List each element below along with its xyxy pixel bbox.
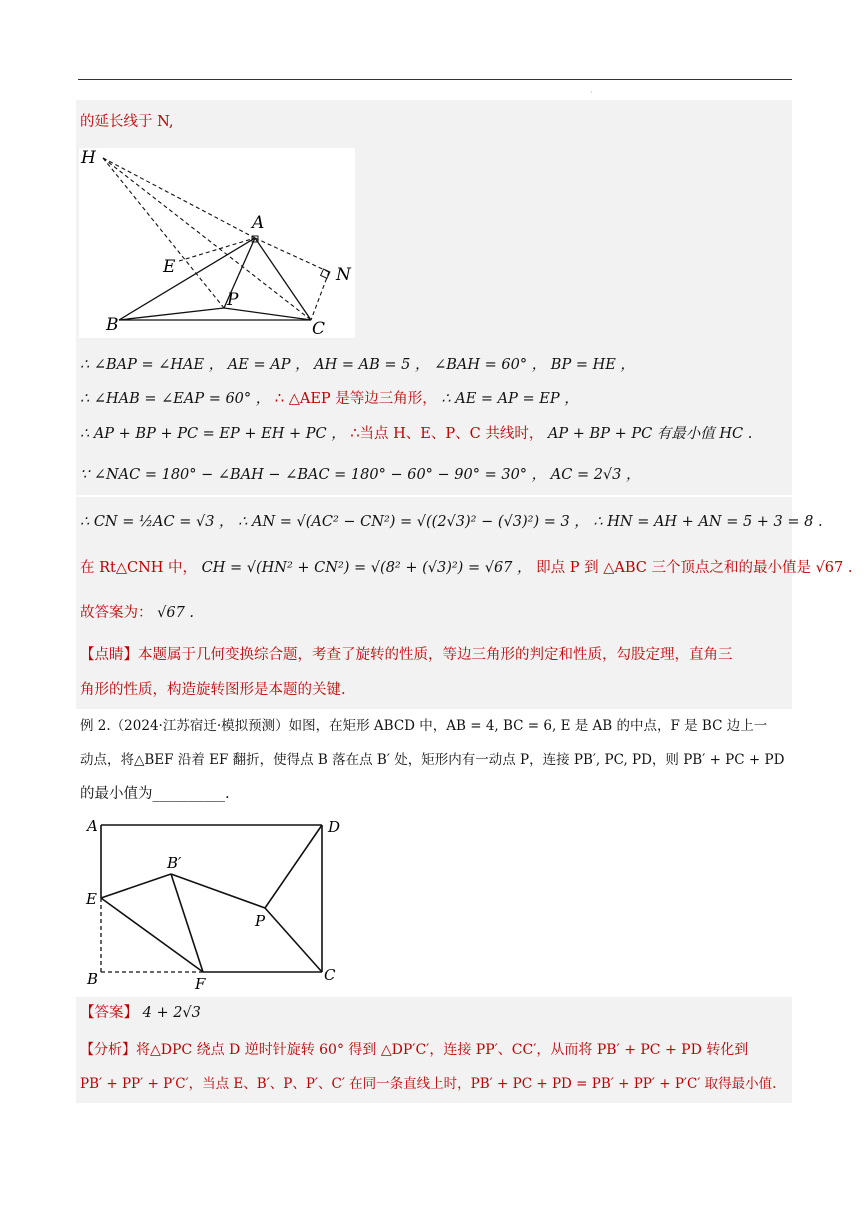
label-B1: B′: [167, 854, 182, 872]
header-rule: [78, 79, 792, 80]
text-line-13: 的最小值为__________.: [80, 786, 230, 802]
label-B2: B: [87, 970, 99, 988]
label-P: P: [227, 290, 239, 310]
text-line-15: 【分析】将△DPC 绕点 D 逆时针旋转 60° 得到 △DP′C′，连接 PP′、CC′，从而将 PB′ + PC + PD 转化到: [80, 1042, 749, 1058]
label-F2: F: [195, 975, 206, 993]
text-line-12: 动点，将△BEF 沿着 EF 翻折，使得点 B 落在点 B′ 处，矩形内有一动点 P，连接 PB′, PC, PD，则 PB′ + PC + PD: [80, 752, 785, 768]
text-line-11: 例 2.（2024·江苏宿迁·模拟预测）如图，在矩形 ABCD 中，AB = 4, BC = 6, E 是 AB 的中点，F 是 BC 边上一: [80, 718, 768, 734]
text-line-10: 角形的性质，构造旋转图形是本题的关键.: [80, 682, 346, 698]
label-C: C: [312, 319, 326, 338]
segment-PC: [265, 908, 322, 972]
text-line-3: ∴ ∠HAB = ∠EAP = 60° ， ∴ △AEP 是等边三角形， ∴ AE = AP = EP ，: [80, 391, 579, 407]
segment-EF: [101, 898, 203, 972]
label-D2: D: [328, 818, 341, 836]
text-line-7: 在 Rt△CNH 中， CH = √(HN² + CN²) = √(8² + (√3)²) = √67 ， 即点 P 到 △ABC 三个顶点之和的最小值是 √67 .: [80, 560, 853, 576]
segment-B1P: [171, 874, 265, 908]
text-line-8: 故答案为： √67 .: [80, 605, 195, 621]
segment-HA: [103, 158, 255, 238]
text-line-16: PB′ + PP′ + P′C′，当点 E、B′、P、P′、C′ 在同一条直线上时，PB′ + PC + PD = PB′ + PP′ + P′C′ 取得最小值.: [80, 1076, 777, 1092]
label-H: H: [81, 148, 96, 168]
figure-1: [79, 148, 355, 338]
label-A: A: [252, 213, 265, 233]
segment-EA: [179, 238, 255, 261]
label-E2: E: [86, 890, 97, 908]
segment-B1F: [171, 874, 203, 972]
text-line-2: ∴ ∠BAP = ∠HAE ， AE = AP ， AH = AB = 5 ， ∠BAH = 60° ， BP = HE ，: [80, 357, 635, 373]
figure-2: [82, 816, 352, 994]
text-line-6: ∴ CN = ½AC = √3 ， ∴ AN = √(AC² − CN²) = √((2√3)² − (√3)²) = 3 ， ∴ HN = AH + AN = 5 + 3 = 8 .: [80, 514, 823, 530]
segment-NC: [311, 272, 329, 320]
segment-HC: [103, 158, 311, 320]
segment-HP: [103, 158, 224, 308]
label-B: B: [106, 315, 119, 335]
text-line-1: 的延长线于 N,: [80, 114, 174, 130]
label-N: N: [336, 265, 351, 285]
label-P2: P: [255, 912, 266, 930]
text-line-9: 【点睛】本题属于几何变换综合题，考查了旋转的性质，等边三角形的判定和性质，勾股定理，直角三: [80, 647, 733, 663]
text-line-4: ∴ AP + BP + PC = EP + EH + PC ， ∴当点 H、E、P、C 共线时， AP + BP + PC 有最小值 HC .: [80, 426, 753, 442]
segment-EB1: [101, 874, 171, 898]
label-C2: C: [324, 966, 336, 984]
label-E: E: [163, 257, 176, 277]
text-line-14: 【答案】 4 + 2√3: [80, 1005, 201, 1021]
page-marker: ·: [590, 88, 593, 97]
text-line-5: ∵ ∠NAC = 180° − ∠BAH − ∠BAC = 180° − 60° − 90° = 30° ， AC = 2√3 ，: [80, 467, 641, 483]
figure-1-svg: [79, 148, 355, 338]
figure-2-svg: [82, 816, 352, 994]
label-A2: A: [87, 817, 98, 835]
segment-PD: [265, 825, 322, 908]
